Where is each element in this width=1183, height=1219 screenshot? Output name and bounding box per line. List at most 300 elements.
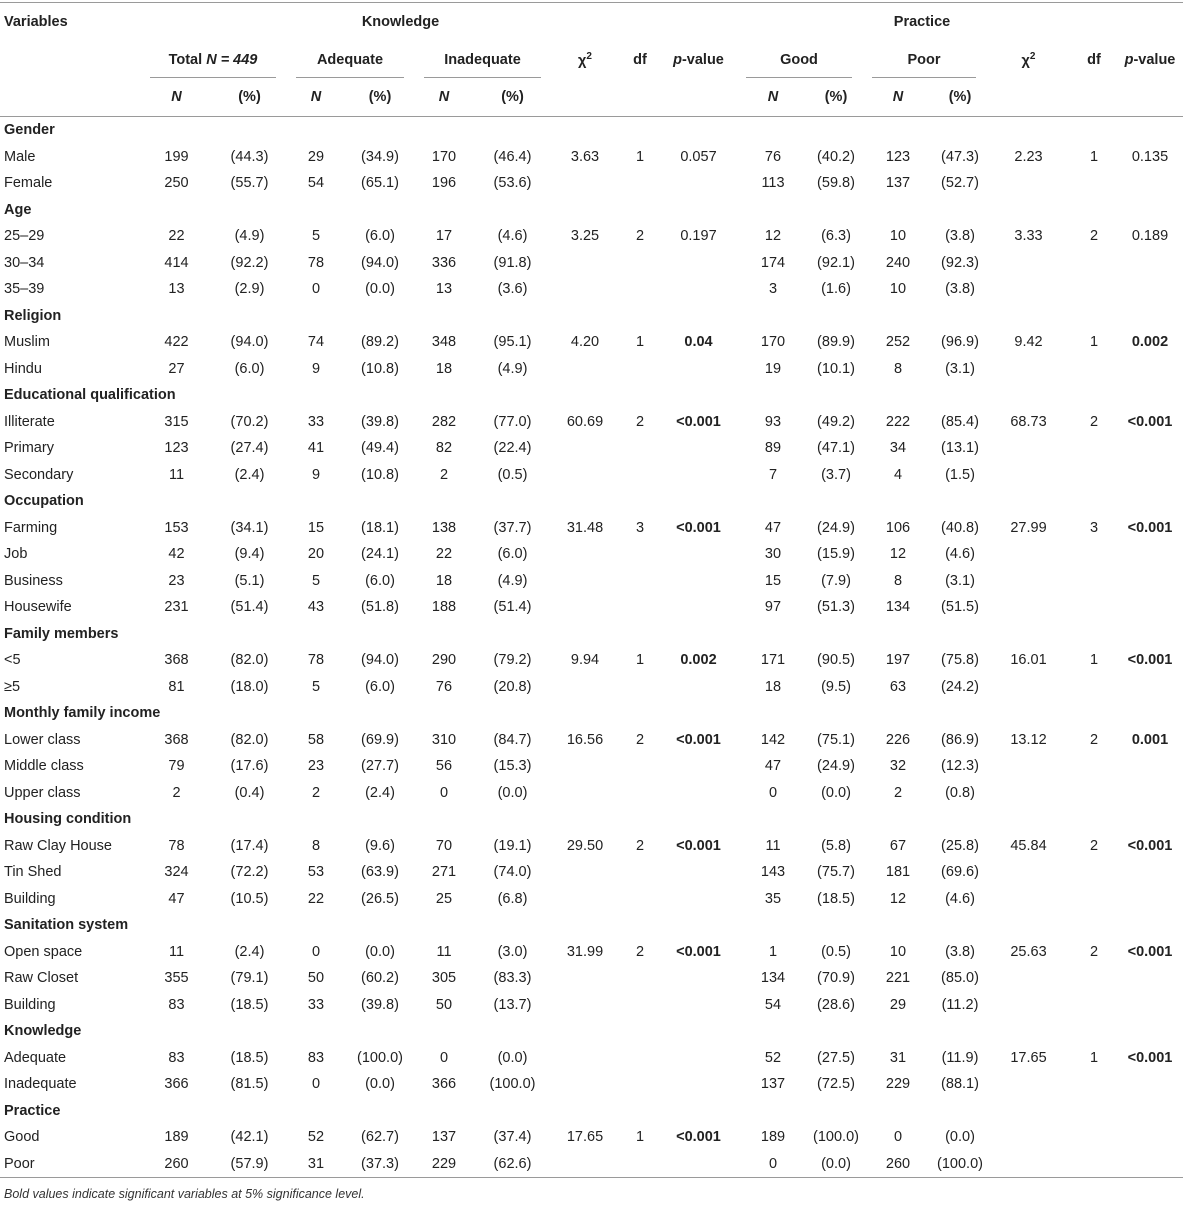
table-cell: (60.2) [361,970,399,987]
table-cell: 310 [431,731,457,748]
table-cell: (82.0) [230,652,269,669]
table-cell [551,886,619,913]
table-cell: (75.8) [941,652,979,669]
table-row [0,965,1183,992]
table-cell: 123 [164,440,189,457]
table-cell: 2 [1089,943,1099,960]
table-cell [986,276,1071,303]
section-header-row [0,1098,1183,1125]
section-title: Family members [4,625,119,642]
table-cell: 78 [168,837,185,854]
table-cell [1117,886,1183,913]
table-cell: 29 [307,148,325,165]
table-cell [619,1071,661,1098]
table-cell: (4.6) [945,890,975,907]
table-row [0,462,1183,489]
table-cell: 0 [311,281,321,298]
table-cell: (37.3) [346,1151,414,1178]
table-cell: 42 [168,546,185,563]
row-label: Male [4,148,36,165]
table-cell: 22 [307,890,325,907]
table-cell [619,992,661,1019]
table-cell: (25.8) [941,837,979,854]
table-cell: (6.8) [497,890,528,907]
table-cell: 13 [435,281,453,298]
table-cell: 2.23 [1014,148,1043,165]
table-cell [619,1151,661,1178]
table-cell [619,462,661,489]
table-cell: (51.4) [493,599,532,616]
table-cell: <0.001 [1127,519,1173,536]
table-cell: 17.65 [1010,1049,1047,1066]
table-cell [1117,462,1183,489]
table-cell: (10.8) [361,360,399,377]
table-cell: 0 [311,943,321,960]
table-cell [661,170,736,197]
table-row [0,250,1183,277]
table-cell: (12.3) [941,758,979,775]
table-cell: (4.9) [497,572,528,589]
table-cell: 27 [168,360,185,377]
table-row [0,515,1183,542]
table-cell [619,276,661,303]
table-cell: (19.1) [493,837,532,854]
section-header-row [0,488,1183,515]
table-cell: 189 [760,1129,786,1146]
table-cell: (47.3) [941,148,979,165]
group-knowledge: Knowledge [361,14,440,30]
table-cell: 170 [431,148,457,165]
table-cell: 5 [311,228,321,245]
table-cell: 137 [885,175,911,192]
row-label: Tin Shed [4,864,62,881]
table-cell: (86.9) [941,731,979,748]
table-cell: 0.001 [1131,731,1169,748]
table-cell: (100.0) [813,1129,859,1146]
table-cell: (3.1) [945,360,975,377]
table-cell: (75.1) [817,731,855,748]
table-cell: (34.9) [361,148,399,165]
row-label: Poor [0,1151,140,1178]
table-cell: 137 [760,1076,786,1093]
col-poor: Poor [862,41,986,78]
group-practice: Practice [893,14,951,30]
table-cell: 76 [764,148,782,165]
table-cell: 9.94 [570,652,600,669]
table-cell: 5 [311,678,321,695]
table-cell: 188 [431,599,457,616]
table-cell: 17.65 [566,1129,604,1146]
table-cell: (89.9) [817,334,855,351]
table-cell: 18 [435,572,453,589]
table-cell: (40.2) [817,148,855,165]
table-cell: (79.1) [230,970,269,987]
table-cell [986,541,1071,568]
col-variables: Variables [4,14,68,30]
table-cell [661,886,736,913]
table-cell: (77.0) [493,413,532,430]
table-cell: 196 [431,175,457,192]
table-cell: 0.135 [1131,148,1169,165]
table-row [0,833,1183,860]
table-cell: 2 [635,413,645,430]
table-cell: (2.4) [234,943,265,960]
table-cell: (0.4) [234,784,265,801]
row-label: Business [4,572,63,589]
row-label: Good [4,1129,40,1146]
table-cell: (85.0) [941,970,979,987]
table-cell: 32 [889,758,907,775]
table-cell [619,356,661,383]
table-cell: 1 [1089,334,1099,351]
row-label: <5 [4,652,21,669]
table-cell [661,674,736,701]
section-title: Housing condition [4,811,132,828]
table-cell: (57.9) [213,1151,286,1178]
table-cell [986,992,1071,1019]
table-cell [1117,594,1183,621]
table-cell: 23 [168,572,185,589]
row-label: Lower class [4,731,81,748]
table-cell: (17.6) [230,758,269,775]
section-header-row [0,117,1183,144]
table-cell: 33 [307,996,325,1013]
col-df-practice: df [1087,51,1101,68]
table-cell: (51.4) [230,599,269,616]
table-cell [661,859,736,886]
table-cell: 16.56 [566,731,604,748]
table-cell [661,780,736,807]
table-cell: 355 [164,970,189,987]
table-cell [551,674,619,701]
table-cell: 366 [431,1076,457,1093]
table-row [0,1151,1183,1178]
table-cell: 1 [1089,148,1099,165]
row-label: ≥5 [4,678,21,695]
table-cell: 93 [764,413,782,430]
table-cell: (49.2) [817,413,855,430]
table-cell: 83 [168,996,185,1013]
table-body [0,117,1183,1178]
table-cell [1071,1124,1117,1151]
table-cell: 315 [164,413,189,430]
table-cell: (9.4) [234,546,265,563]
table-cell: (27.5) [817,1049,855,1066]
table-cell: 18 [764,678,782,695]
table-cell [1071,541,1117,568]
table-cell [661,541,736,568]
section-title: Occupation [4,493,84,510]
table-cell [619,594,661,621]
table-cell: (4.6) [497,228,528,245]
table-cell: (69.6) [941,864,979,881]
table-cell: 54 [764,996,782,1013]
table-cell [1071,1151,1117,1178]
table-cell [1071,170,1117,197]
table-cell [661,568,736,595]
table-cell: (10.5) [230,890,269,907]
col-pvalue-practice: p-value [1124,51,1176,68]
table-row [0,541,1183,568]
table-cell: 81 [168,678,185,695]
table-cell: (70.2) [230,413,269,430]
table-cell: 8 [893,572,903,589]
table-cell [551,780,619,807]
table-row [0,223,1183,250]
table-cell [1117,1071,1183,1098]
table-cell: 2 [439,466,449,483]
table-cell [619,541,661,568]
table-cell: (18.0) [230,678,269,695]
table-cell: 4.20 [570,334,600,351]
table-cell: 68.73 [1010,413,1047,430]
table-cell: <0.001 [676,731,721,748]
table-cell: (81.5) [230,1076,269,1093]
table-cell: 305 [431,970,457,987]
table-cell: 222 [885,413,911,430]
table-cell [986,462,1071,489]
table-cell: 82 [435,440,453,457]
table-cell: (18.1) [361,519,399,536]
row-label: Female [4,175,53,192]
table-cell: (59.8) [817,175,855,192]
table-cell: (51.5) [941,599,979,616]
table-cell: 5 [311,572,321,589]
table-cell: 137 [431,1129,457,1146]
col-chi-square-knowledge: $\chi^2$ [578,50,592,69]
table-cell: (3.8) [945,943,975,960]
table-cell [986,568,1071,595]
table-cell: 2 [635,228,645,245]
table-cell: 221 [885,970,911,987]
table-cell [1117,992,1183,1019]
table-cell: 9 [311,466,321,483]
table-cell: 414 [164,254,189,271]
table-cell: 3.33 [1014,228,1043,245]
table-row [0,780,1183,807]
table-cell [661,356,736,383]
table-cell [551,1045,619,1072]
table-cell: 31 [889,1049,907,1066]
table-cell: 142 [760,731,786,748]
row-label: Secondary [4,466,74,483]
table-cell [619,886,661,913]
table-row [0,1071,1183,1098]
table-cell: 170 [760,334,786,351]
table-cell: 0 [736,1151,810,1178]
table-cell: 9.42 [1014,334,1043,351]
table-cell: 2 [1089,837,1099,854]
table-cell: 20 [307,546,325,563]
table-cell: 12 [764,228,782,245]
section-header-row [0,1018,1183,1045]
table-cell: (6.0) [234,360,265,377]
table-cell: 60.69 [566,413,604,430]
section-header-row [0,197,1183,224]
table-row [0,276,1183,303]
table-cell: (100.0) [934,1151,986,1178]
table-cell: 70 [435,837,453,854]
table-cell: (26.5) [361,890,399,907]
row-label: Illiterate [4,413,55,430]
table-cell [1117,435,1183,462]
section-title: Religion [4,307,62,324]
table-cell: 41 [307,440,325,457]
table-cell: 35 [764,890,782,907]
table-cell: 15 [307,519,325,536]
row-label: 25–29 [4,228,45,245]
table-cell: (18.5) [230,996,269,1013]
table-cell: 7 [768,466,778,483]
table-cell: (65.1) [361,175,399,192]
table-cell: 18 [435,360,453,377]
table-cell: (4.9) [497,360,528,377]
table-cell: (22.4) [493,440,532,457]
table-cell [661,1045,736,1072]
row-label: Farming [4,519,58,536]
table-cell [551,568,619,595]
table-cell: <0.001 [1127,652,1173,669]
table-cell: 25.63 [1010,943,1047,960]
table-cell [986,780,1071,807]
table-cell: 368 [164,652,189,669]
table-cell: 63 [889,678,907,695]
table-cell: 15 [764,572,782,589]
table-header [0,3,1183,117]
table-cell: 50 [435,996,453,1013]
table-row [0,1124,1183,1151]
table-cell: (24.1) [361,546,399,563]
section-header-row [0,912,1183,939]
table-cell: (69.9) [361,731,399,748]
table-cell: 10 [889,228,907,245]
table-cell [986,859,1071,886]
table-cell: (47.1) [817,440,855,457]
table-cell [986,170,1071,197]
table-cell [986,356,1071,383]
table-cell: 2 [635,731,645,748]
table-cell: 260 [140,1151,213,1178]
table-cell [551,250,619,277]
table-cell: (28.6) [817,996,855,1013]
table-cell [619,170,661,197]
table-cell [661,1071,736,1098]
table-cell: (27.4) [230,440,269,457]
table-cell: 229 [414,1151,474,1178]
table-cell: 23 [307,758,325,775]
table-cell: <0.001 [676,943,721,960]
table-cell: (3.6) [497,281,528,298]
row-label: Middle class [4,758,84,775]
table-cell: (9.5) [821,678,851,695]
table-row [0,594,1183,621]
table-cell: (2.9) [234,281,265,298]
table-cell [1117,753,1183,780]
table-cell [661,753,736,780]
table-cell [551,541,619,568]
table-cell: (82.0) [230,731,269,748]
row-label: Building [4,996,56,1013]
table-cell: 0.04 [684,334,713,351]
table-row [0,144,1183,171]
table-cell: (3.1) [945,572,975,589]
table-cell: (91.8) [493,254,532,271]
table-cell: 31.48 [566,519,604,536]
table-row [0,674,1183,701]
table-cell: 2 [1089,731,1099,748]
table-cell: 78 [307,652,325,669]
table-cell [1071,753,1117,780]
table-cell: (51.3) [817,599,855,616]
table-cell [1071,780,1117,807]
row-label: Building [4,890,56,907]
section-header-row [0,621,1183,648]
table-cell: 58 [307,731,325,748]
table-cell: 2 [311,784,321,801]
table-cell: 56 [435,758,453,775]
col-pct: (%) [474,78,551,117]
table-cell: 282 [431,413,457,430]
col-pct: (%) [934,78,986,117]
table-cell: 324 [164,864,189,881]
table-cell [1071,886,1117,913]
table-cell: <0.001 [1127,1049,1173,1066]
table-row [0,1045,1183,1072]
table-cell: 45.84 [1010,837,1047,854]
table-cell: (15.3) [493,758,532,775]
table-cell: 17 [435,228,453,245]
table-cell [1071,965,1117,992]
table-cell: 3.25 [570,228,600,245]
section-title: Monthly family income [4,705,161,722]
section-title: Sanitation system [4,917,129,934]
table-cell: <0.001 [1127,943,1173,960]
table-cell [619,780,661,807]
row-label: Inadequate [4,1076,77,1093]
table-cell: 422 [164,334,189,351]
table-cell: (88.1) [941,1076,979,1093]
table-cell: (0.0) [365,943,395,960]
table-cell [986,1151,1071,1178]
table-cell [661,1151,736,1178]
col-total: Total N = 449 [140,41,286,78]
table-row [0,170,1183,197]
table-cell [619,435,661,462]
table-cell [986,594,1071,621]
table-cell: 47 [764,519,782,536]
table-cell: 2 [1089,228,1099,245]
table-cell: 22 [435,546,453,563]
col-pct: (%) [213,78,286,117]
table-cell: 33 [307,413,325,430]
table-cell: (34.1) [230,519,269,536]
col-n: N [140,78,213,117]
table-cell: 0 [768,784,778,801]
table-cell [1117,1124,1183,1151]
table-row [0,568,1183,595]
table-cell: (94.0) [230,334,269,351]
table-cell: (11.9) [941,1049,979,1066]
section-title: Gender [4,122,55,139]
table-cell [986,250,1071,277]
table-cell: (100.0) [357,1049,403,1066]
table-cell: 31 [286,1151,346,1178]
table-cell: 134 [760,970,786,987]
table-cell: 78 [307,254,325,271]
table-cell: (72.5) [817,1076,855,1093]
table-cell: (92.2) [230,254,269,271]
table-cell: (7.9) [821,572,851,589]
